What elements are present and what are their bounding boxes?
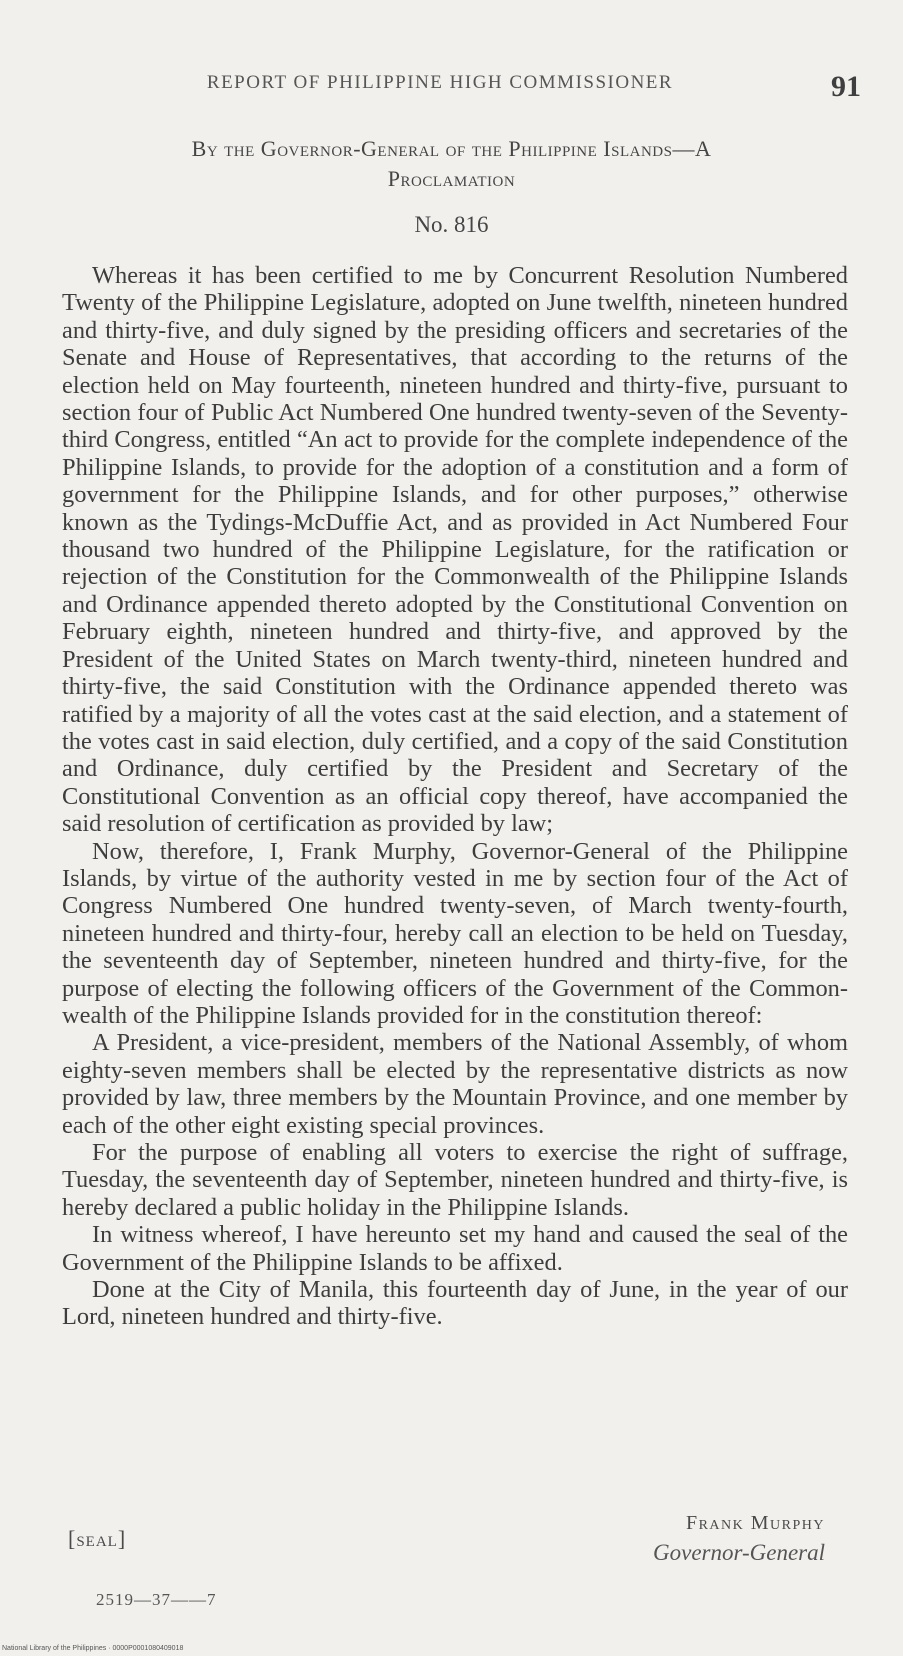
proclamation-number: No. 816 xyxy=(414,212,489,237)
paragraph-now-therefore: Now, therefore, I, Frank Murphy, Governor-General of the Philippine Islands, by virtue of the authority vested in me by section four of the Act of Congress Numbered One hundred twenty-seven, of March twenty-fourth, nineteen hundred and thirty-four, hereby call an election to be held on Tuesday, the seventeenth day of September, nineteen hundred and thirty-five, for the purpose of electing the following officers of the Government of the Commonwealth of the Philippine Islands provided for in the constitution thereof: xyxy=(62,837,848,1029)
heading-line-1: By the Governor-General of the Philippine Islands—A xyxy=(191,136,712,161)
print-code: 2519—37——7 xyxy=(96,1590,217,1609)
running-head: REPORT OF PHILIPPINE HIGH COMMISSIONER xyxy=(206,72,674,93)
heading-line-2: Proclamation xyxy=(387,166,516,191)
proclamation-body xyxy=(62,262,848,1331)
paragraph-done-at: Done at the City of Manila, this fourteenth day of June, in the year of our Lord, nineteen hundred and thirty-five. xyxy=(62,1276,848,1331)
paragraph-witness: In witness whereof, I have hereunto set my hand and caused the seal of the Government of the Philippine Islands to be affixed. xyxy=(62,1221,848,1276)
footer-credit: National Library of the Philippines · 0000P0001080409018 xyxy=(2,1645,184,1652)
proclamation-heading xyxy=(60,134,843,194)
paragraph-holiday: For the purpose of enabling all voters to exercise the right of suffrage, Tuesday, the seventeenth day of September, nineteen hundred and thirty-five, is hereby declared a public holiday in the Philippine Islands. xyxy=(62,1139,848,1221)
signatory-title: Governor-General xyxy=(653,1540,825,1565)
signatory-name: Frank Murphy xyxy=(685,1512,825,1534)
page-number: 91 xyxy=(831,70,861,103)
paragraph-officers: A President, a vice-president, members of the National Assembly, of whom eighty-seven members shall be elected by the representative districts as now provided by law, three members by the Mountain Province, and one member by each of the other eight existing special provinces. xyxy=(62,1029,848,1139)
seal-mark: [seal] xyxy=(68,1526,127,1551)
paragraph-whereas: Whereas it has been certified to me by Concurrent Resolution Numbered Twenty of the Philippine Legislature, adopted on June twelfth, nineteen hundred and thirty-five, and duly signed by the presiding officers and secretaries of the Senate and House of Representatives, that according to the returns of the election held on May fourteenth, nineteen hundred and thirty-five, pursuant to section four of Public Act Numbered One hundred twenty-seven of the Seventy-third Congress, entitled “An act to provide for the complete independence of the Philippine Islands, to provide for the adoption of a constitution and a form of government for the Philippine Islands, and for other purposes,” otherwise known as the Tydings-McDuffie Act, and as provided in Act Numbered Four thousand two hundred of the Philippine Legislature, for the ratification or rejection of the Constitution for the Commonwealth of the Philippine Islands and Ordinance appended thereto adopted by the Constitutional Convention on February eighth, nineteen hundred and thirty-five, and approved by the President of the United States on March twenty-third, nineteen hundred and thirty-five, the said Constitution with the Ordinance appended thereto was ratified by a majority of all the votes cast at the said election, and a statement of the votes cast in said election, duly certified, and a copy of the said Constitution and Ordinance, duly certified by the President and Secretary of the Constitutional Convention as an official copy thereof, have accompanied the said resolution of certification as provided by law; xyxy=(62,262,848,838)
